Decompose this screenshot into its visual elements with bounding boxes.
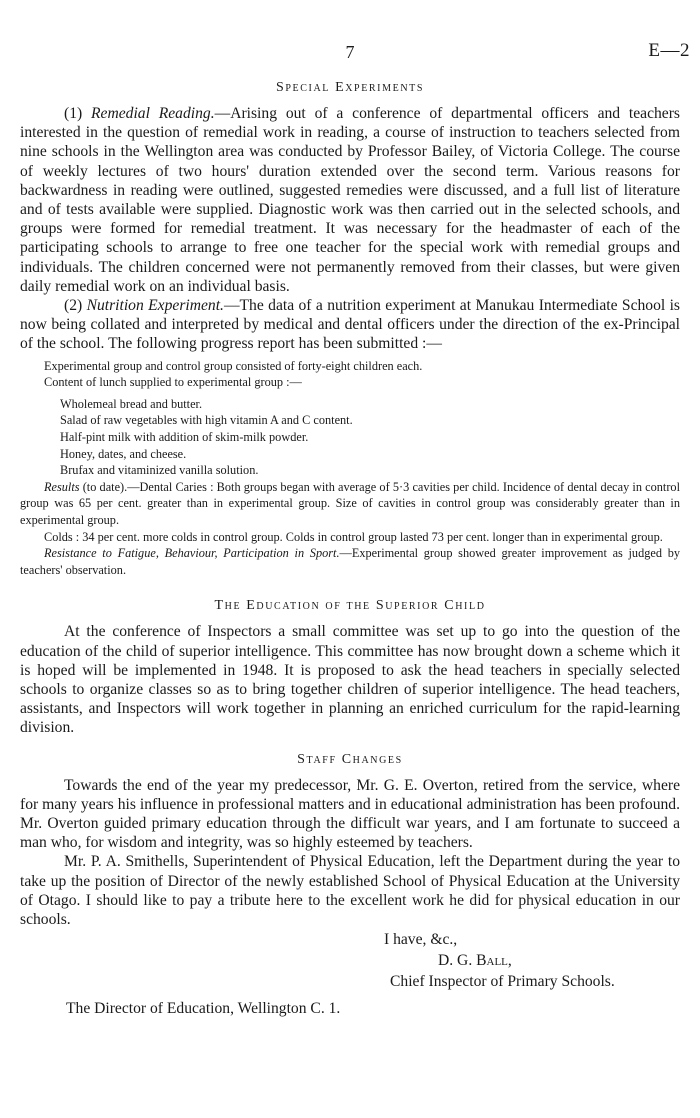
report-results [20, 479, 680, 529]
signature-name: D. G. Ball, [438, 952, 512, 970]
remedial-lead: (1) [64, 105, 92, 122]
results-text: (to date).—Dental Caries : Both groups began with average of 5·3 cavities per child. Incidence of dental decay in control group was 65 per cent. greater than in experimental group. Size of cavities in control group was considerably greater than in experimental group. [20, 479, 680, 527]
paragraph-staff-overton: Towards the end of the year my predecessor, Mr. G. E. Overton, retired from the service, where for many years his influence in professional matters and in educational administration has been profound. Mr. Overton guided primary education through the difficult war years, and I am fortunate to succeed a man who, for wisdom and integrity, was so highly esteemed by teachers. [20, 776, 680, 852]
report-groups: Experimental group and control group consisted of forty-eight children each. [44, 358, 423, 373]
page-number: 7 [345, 42, 355, 62]
nutrition-text: —The data of a nutrition experiment at Manukau Intermediate School is now being collated and interpreted by medical and dental officers under the direction of the ex-Principal of the school. The following progress report has been submitted :— [20, 297, 680, 353]
resistance-text: —Experimental group showed greater improvement as judged by teachers' observation. [20, 546, 680, 577]
addressee: The Director of Education, Wellington C. 1. [66, 1000, 341, 1018]
lunch-item: Brufax and vitaminized vanilla solution. [60, 463, 259, 478]
signature-closing: I have, &c., [384, 931, 458, 949]
lunch-item: Salad of raw vegetables with high vitamin A and C content. [60, 413, 353, 428]
report-colds: Colds : 34 per cent. more colds in control group. Colds in control group lasted 73 per cent. longer than in experimental group. [44, 529, 663, 544]
heading-superior-child: The Education of the Superior Child [214, 598, 486, 614]
nutrition-lead: (2) [64, 297, 87, 315]
heading-special-experiments: Special Experiments [275, 80, 425, 95]
resistance-title: Resistance to Fatigue, Behaviour, Participation in Sport. [44, 546, 340, 561]
paragraph-staff-smithells: Mr. P. A. Smithells, Superintendent of Physical Education, left the Department during the year to take up the position of Director of the newly established School of Physical Education at the University of Otago. I should like to pay a tribute here to the excellent work he did for physical education in our schools. [20, 853, 680, 928]
progress-report [20, 358, 680, 579]
report-lunch-intro: Content of lunch supplied to experimental group :— [44, 375, 302, 390]
page-content [20, 80, 680, 1019]
lunch-item: Half-pint milk with addition of skim-milk powder. [60, 430, 309, 445]
remedial-title: Remedial Reading. [91, 105, 215, 122]
page-reference: E—2 [648, 40, 690, 61]
lunch-item: Wholemeal bread and butter. [60, 396, 203, 411]
remedial-text: —Arising out of a conference of departmental officers and teachers interested in the question of remedial work in reading, a course of instruction to teachers selected from nine schools in the Wellington area was conducted by Professor Bailey, of Victoria College. The course of weekly lectures of two hours' duration extended over the second term. Various reasons for backwardness in reading were outlined, suggested remedies were discussed, and a full list of literature and of tests available were supplied. Diagnostic work was then carried out in the selected schools, and groups were formed for remedial treatment. It was necessary for the headmaster of each of the participating schools to arrange to free one teacher for the special work with remedial groups and individuals. The children concerned were not permanently removed from their classes, but were given daily remedial work on an individual basis. [20, 105, 680, 295]
paragraph-superior-child: At the conference of Inspectors a small committee was set up to go into the question of the education of the child of superior intelligence. This committee has now brought down a scheme which it is hoped will be implemented in 1948. It is proposed to ask the head teachers in specially selected schools to organize classes so as to bring together children of superior intelligence. The head teachers, assistants, and Inspectors will work together in planning an enriched curriculum for the rapid-learning division. [20, 623, 680, 737]
signature-title: Chief Inspector of Primary Schools. [390, 973, 615, 991]
heading-staff-changes: Staff Changes [297, 751, 403, 767]
lunch-item: Honey, dates, and cheese. [60, 446, 187, 461]
report-resistance [20, 545, 680, 578]
paragraph-remedial-reading [20, 104, 680, 296]
paragraph-nutrition-experiment [20, 296, 680, 354]
nutrition-title: Nutrition Experiment. [86, 297, 224, 315]
results-title: Results [44, 479, 80, 494]
